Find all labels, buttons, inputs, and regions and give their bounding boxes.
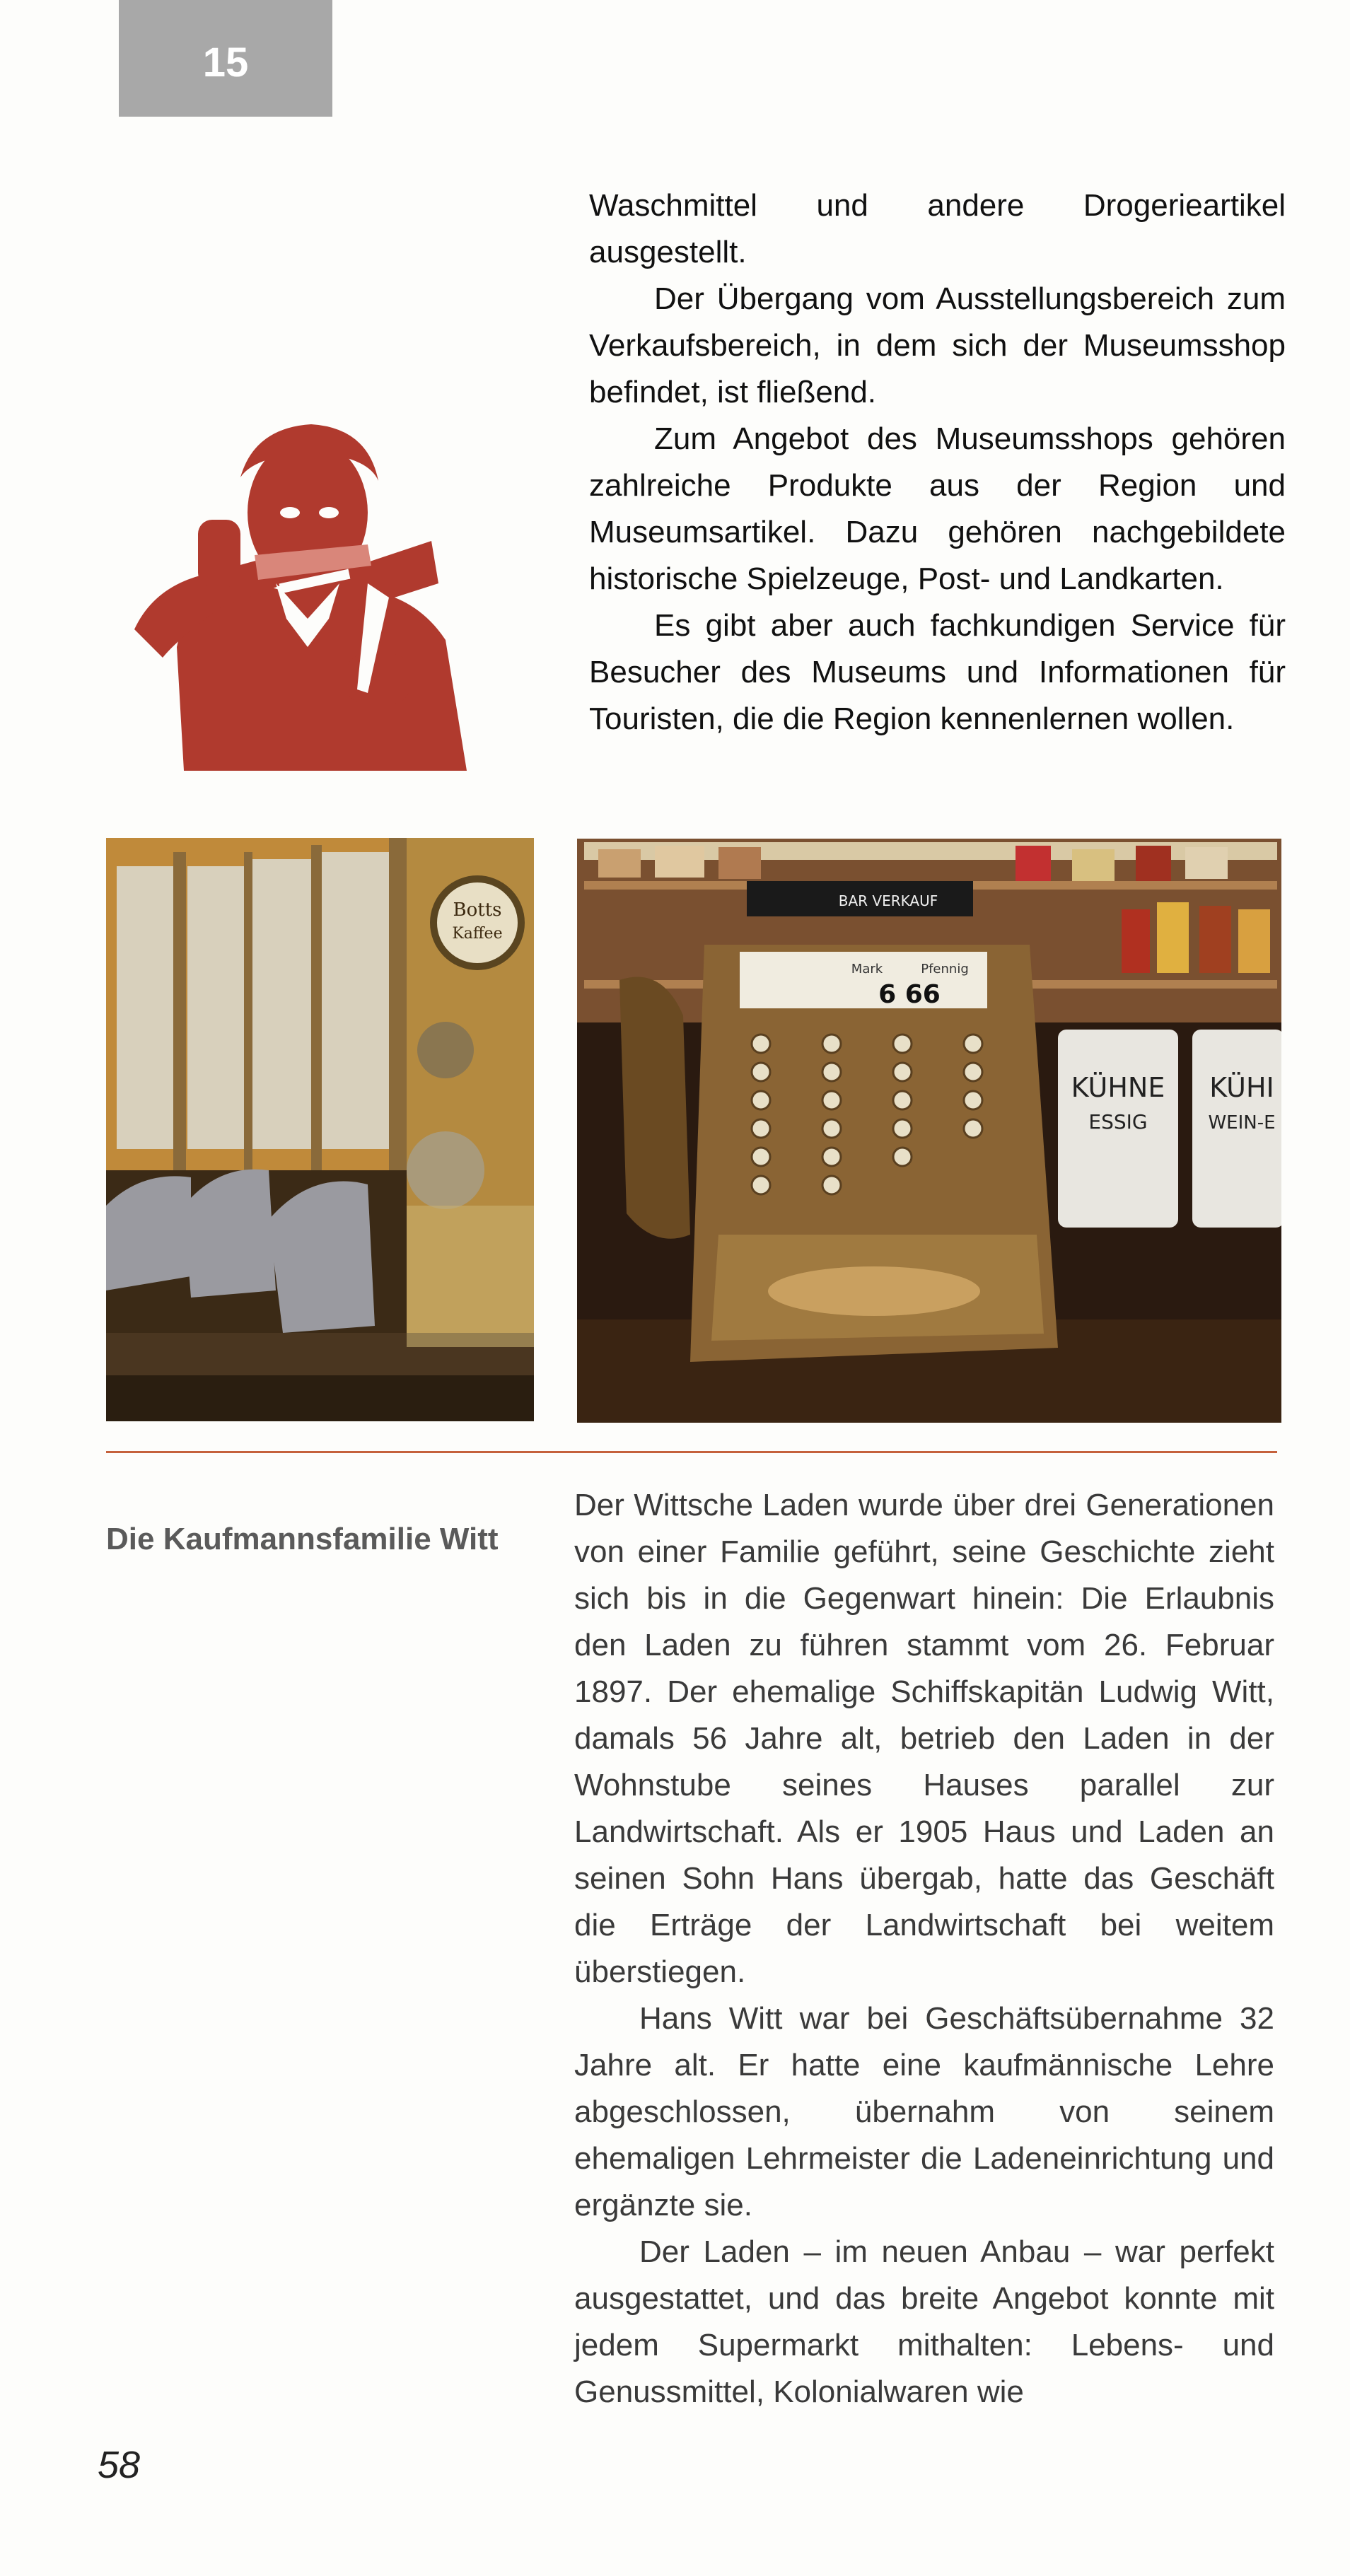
page-number: 58 <box>98 2444 141 2486</box>
paragraph: Waschmittel und andere Drogerieartikel ausgestellt. <box>589 188 1286 269</box>
paragraph: Der Laden – im neuen Anbau – war perfekt ausgestattet, und das breite Angebot konnte mit jedem Supermarkt mithalten: Lebens- und Genussmittel, Kolonialwaren wie <box>574 2234 1274 2409</box>
chapter-number: 15 <box>202 40 249 86</box>
paragraph: Zum Angebot des Museumsshops gehören zahlreiche Produkte aus der Region und Museumsartikel. Dazu gehören nachgebildete historische Spielzeuge, Post- und Landkarten. <box>589 421 1286 596</box>
paragraph: Der Wittsche Laden wurde über drei Generationen von einer Familie geführt, seine Geschichte zieht sich bis in die Gegenwart hinein: Die Erlaubnis den Laden zu führen stammt vom 26. Februar 1897. Der ehemalige Schiffskapitän Ludwig Witt, damals 56 Jahre alt, betrieb den Laden in der Wohnstube seines Hauses parallel zur Landwirtschaft. Als er 1905 Haus und Laden an seinen Sohn Hans übergab, hatte das Geschäft die Erträge der Landwirtschaft bei weitem überstiegen. <box>574 1488 1274 1989</box>
register-label: BAR VERKAUF <box>838 892 938 909</box>
section-text-column <box>574 1482 1274 2415</box>
section-heading: Die Kaufmannsfamilie Witt <box>106 1522 499 1556</box>
chapter-tab <box>119 0 332 117</box>
cash-register-photo <box>577 839 1281 1423</box>
paragraph: Hans Witt war bei Geschäftsübernahme 32 Jahre alt. Er hatte eine kaufmännische Lehre abgeschlossen, übernahm von seinem ehemaligen Lehrmeister die Ladeneinrichtung und ergänzte sie. <box>574 2001 1274 2222</box>
section-divider <box>106 1451 1277 1453</box>
jar-label: KÜHI <box>1209 1072 1274 1103</box>
jar-label: WEIN-E <box>1208 1112 1276 1133</box>
sign-text: Botts <box>453 899 502 921</box>
paragraph: Der Übergang vom Ausstellungsbereich zum Verkaufsbereich, in dem sich der Museumsshop befindet, ist fließend. <box>589 281 1286 409</box>
register-label: Pfennig <box>921 962 969 977</box>
paragraph: Es gibt aber auch fachkundigen Service für Besucher des Museums und Informationen für Touristen, die die Region kennenlernen wollen. <box>589 608 1286 736</box>
jar-label: ESSIG <box>1088 1110 1148 1133</box>
shopkeeper-illustration <box>134 414 495 771</box>
jar-label: KÜHNE <box>1071 1072 1165 1103</box>
bins-photo <box>106 838 534 1421</box>
register-display: 6 66 <box>878 980 941 1009</box>
register-label: Mark <box>851 962 883 977</box>
top-text-column <box>589 182 1286 742</box>
svg-text:Kaffee: Kaffee <box>452 925 503 943</box>
